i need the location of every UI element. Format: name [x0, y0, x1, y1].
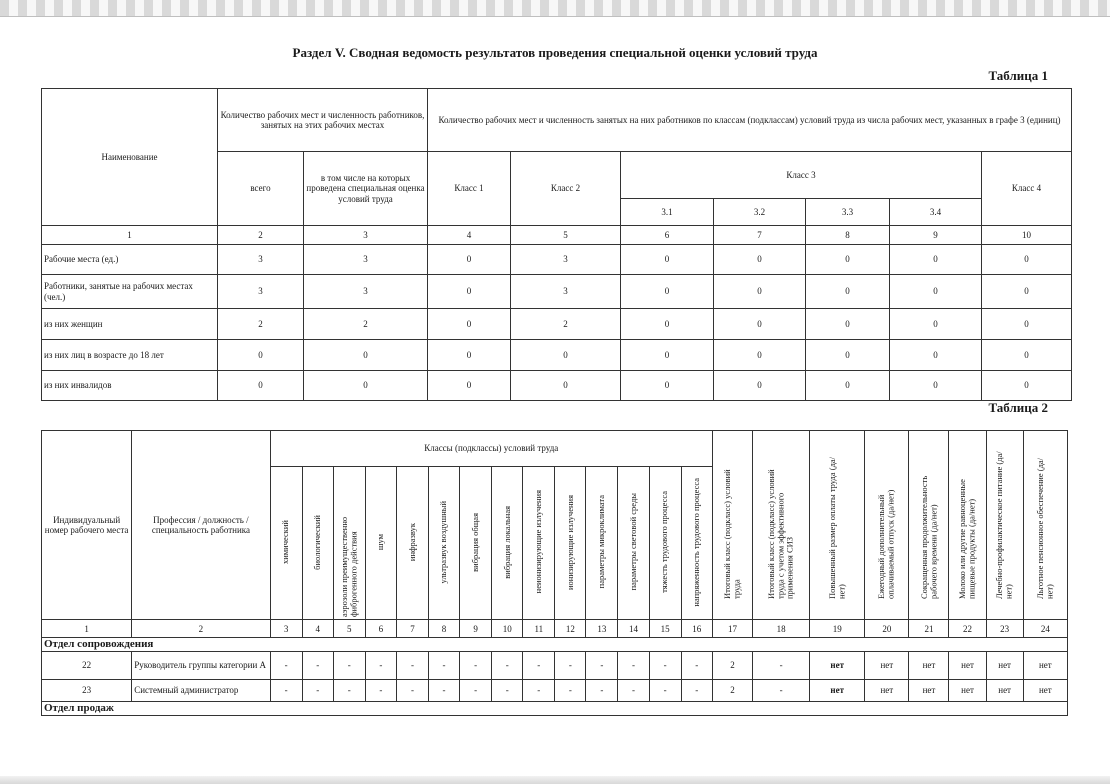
- t2-num: 11: [523, 620, 555, 638]
- t1-sub: 3.3: [806, 199, 890, 226]
- t2-factor: тяжесть трудового процесса: [659, 491, 670, 593]
- guarantee: нет: [949, 651, 986, 679]
- t2-num: 4: [302, 620, 333, 638]
- cell: 0: [714, 275, 806, 309]
- summary-table: [41, 88, 1072, 401]
- t2-head-extra: Итоговый класс (подкласс) условий труда с учетом эффективного применения СИЗ: [766, 469, 795, 599]
- t2-num: 22: [949, 620, 986, 638]
- cell: 0: [218, 371, 304, 401]
- table-row: [42, 679, 1068, 701]
- t2-factor: инфразвук: [406, 522, 417, 562]
- cell: 0: [621, 275, 714, 309]
- t2-num: 21: [909, 620, 949, 638]
- guarantee: нет: [1023, 651, 1067, 679]
- cell: -: [492, 679, 523, 701]
- cell: 0: [890, 309, 982, 340]
- cell: 3: [304, 275, 428, 309]
- t2-factor: химический: [280, 520, 291, 564]
- t1-class4: Класс 4: [982, 152, 1072, 226]
- t2-num: 12: [555, 620, 586, 638]
- guarantee: нет: [1023, 679, 1067, 701]
- final-class: 2: [712, 679, 752, 701]
- t2-factor: напряженность трудового процесса: [691, 477, 702, 607]
- t2-head-extra: Льготное пенсионное обеспечение (да/нет): [1034, 457, 1055, 599]
- workplace-id: 23: [42, 679, 132, 701]
- page-edge: [0, 776, 1110, 784]
- guarantee: нет: [909, 651, 949, 679]
- row-label: Рабочие места (ед.): [42, 245, 218, 275]
- cell: -: [333, 679, 365, 701]
- t1-num: 2: [218, 226, 304, 245]
- t2-factor: параметры микроклимата: [596, 495, 607, 589]
- t1-num: 6: [621, 226, 714, 245]
- t1-num: 5: [511, 226, 621, 245]
- cell: 0: [714, 309, 806, 340]
- cell: 0: [982, 245, 1072, 275]
- t2-head-extra: Итоговый класс (подкласс) условий труда: [722, 469, 742, 599]
- cell: 0: [806, 340, 890, 371]
- cell: -: [649, 651, 681, 679]
- guarantee: нет: [986, 651, 1023, 679]
- t1-head-total: всего: [218, 152, 304, 226]
- t2-factor: вибрация локальная: [501, 505, 512, 579]
- cell: 0: [621, 340, 714, 371]
- t1-head-group1: Количество рабочих мест и численность работников, занятых на этих рабочих местах: [218, 89, 428, 152]
- workplace-table: [41, 430, 1068, 716]
- cell: 0: [428, 371, 511, 401]
- t2-factor: ионизирующие излучения: [564, 494, 575, 590]
- cell: -: [492, 651, 523, 679]
- profession: Руководитель группы категории А: [132, 651, 270, 679]
- t2-num: 24: [1023, 620, 1067, 638]
- t1-num: 9: [890, 226, 982, 245]
- t1-num: 1: [42, 226, 218, 245]
- t2-num: 8: [429, 620, 460, 638]
- t2-num: 9: [460, 620, 492, 638]
- cell: 0: [714, 245, 806, 275]
- cell: -: [365, 679, 396, 701]
- cell: 0: [511, 371, 621, 401]
- t1-sub: 3.1: [621, 199, 714, 226]
- t1-num: 8: [806, 226, 890, 245]
- cell: 0: [806, 275, 890, 309]
- row-label: Работники, занятые на рабочих местах (чел.): [42, 275, 218, 309]
- cell: 0: [806, 371, 890, 401]
- cell: 0: [714, 371, 806, 401]
- cell: -: [649, 679, 681, 701]
- row-label: из них лиц в возрасте до 18 лет: [42, 340, 218, 371]
- cell: 0: [621, 371, 714, 401]
- page-title: Раздел V. Сводная ведомость результатов проведения специальной оценки условий труда: [292, 45, 818, 60]
- t1-class1: Класс 1: [428, 152, 511, 226]
- cell: 2: [304, 309, 428, 340]
- guarantee: нет: [810, 651, 865, 679]
- t2-factor: вибрация общая: [469, 512, 480, 572]
- workplace-id: 22: [42, 651, 132, 679]
- t2-factor: биологический: [312, 514, 323, 570]
- cell: 0: [890, 340, 982, 371]
- final-class-siz: -: [753, 679, 810, 701]
- t2-num: 3: [270, 620, 302, 638]
- cell: 0: [982, 275, 1072, 309]
- cell: 2: [218, 309, 304, 340]
- t2-num: 15: [649, 620, 681, 638]
- table-row: [42, 309, 1072, 340]
- t1-num: 4: [428, 226, 511, 245]
- final-class-siz: -: [753, 651, 810, 679]
- t1-num: 3: [304, 226, 428, 245]
- cell: 0: [806, 245, 890, 275]
- cell: 0: [982, 371, 1072, 401]
- t2-head-extra: Лечебно-профилактическое питание (да/нет): [994, 451, 1014, 599]
- t2-head-extra: Молоко или другие равноценные пищевые продукты (да/нет): [957, 479, 977, 599]
- cell: -: [523, 651, 555, 679]
- cell: -: [302, 679, 333, 701]
- cell: -: [429, 651, 460, 679]
- cell: 0: [890, 275, 982, 309]
- t2-factor: аэрозоли преимущественно фиброгенного действия: [338, 516, 359, 617]
- guarantee: нет: [909, 679, 949, 701]
- t2-num: 20: [865, 620, 909, 638]
- t2-num: 18: [753, 620, 810, 638]
- t2-head-extra: Ежегодный дополнительный оплачиваемый отпуск (да/нет): [876, 489, 896, 599]
- t2-num: 5: [333, 620, 365, 638]
- cell: 0: [511, 340, 621, 371]
- t2-factor: неионизирующие излучения: [533, 490, 544, 594]
- t1-class2: Класс 2: [511, 152, 621, 226]
- guarantee: нет: [865, 679, 909, 701]
- t2-num: 17: [712, 620, 752, 638]
- cell: 0: [714, 340, 806, 371]
- cell: -: [555, 651, 586, 679]
- cell: -: [429, 679, 460, 701]
- cell: -: [681, 651, 712, 679]
- profession: Системный администратор: [132, 679, 270, 701]
- row-label: из них женщин: [42, 309, 218, 340]
- cell: -: [270, 679, 302, 701]
- t2-head-extra: Сокращенная продолжительность рабочего времени (да/нет): [918, 475, 938, 599]
- cell: -: [618, 651, 649, 679]
- t1-sub: 3.2: [714, 199, 806, 226]
- t2-factor: параметры световой среды: [627, 493, 638, 591]
- guarantee: нет: [810, 679, 865, 701]
- table-row: [42, 340, 1072, 371]
- cell: -: [523, 679, 555, 701]
- t2-num: 2: [132, 620, 270, 638]
- cell: -: [586, 651, 618, 679]
- t1-sub: 3.4: [890, 199, 982, 226]
- cell: 3: [218, 245, 304, 275]
- cell: 0: [982, 340, 1072, 371]
- cell: -: [270, 651, 302, 679]
- t1-head-sout: в том числе на которых проведена специальная оценка условий труда: [304, 152, 428, 226]
- cell: 0: [428, 340, 511, 371]
- cell: 0: [428, 245, 511, 275]
- guarantee: нет: [865, 651, 909, 679]
- t2-num: 16: [681, 620, 712, 638]
- t2-num: 14: [618, 620, 649, 638]
- guarantee: нет: [986, 679, 1023, 701]
- cell: 3: [511, 245, 621, 275]
- cell: -: [396, 679, 428, 701]
- t2-num: 23: [986, 620, 1023, 638]
- cell: -: [586, 679, 618, 701]
- cell: -: [302, 651, 333, 679]
- table-row: [42, 245, 1072, 275]
- cell: 0: [621, 309, 714, 340]
- cell: 0: [621, 245, 714, 275]
- table2-caption: Таблица 2: [988, 400, 1048, 415]
- cell: -: [555, 679, 586, 701]
- cell: -: [365, 651, 396, 679]
- cell: 3: [511, 275, 621, 309]
- table-row: [42, 275, 1072, 309]
- final-class: 2: [712, 651, 752, 679]
- t2-head-classes: Классы (подклассы) условий труда: [270, 431, 712, 467]
- cell: 0: [890, 245, 982, 275]
- cell: 3: [218, 275, 304, 309]
- cell: 0: [304, 371, 428, 401]
- t1-num: 7: [714, 226, 806, 245]
- cell: -: [333, 651, 365, 679]
- cell: 2: [511, 309, 621, 340]
- cell: 3: [304, 245, 428, 275]
- cell: -: [396, 651, 428, 679]
- cell: 0: [982, 309, 1072, 340]
- t2-factor: ультразвук воздушный: [438, 500, 449, 584]
- t2-num: 10: [492, 620, 523, 638]
- section-header: Отдел сопровождения: [42, 638, 1068, 652]
- t2-num: 19: [810, 620, 865, 638]
- cell: 0: [304, 340, 428, 371]
- t2-head-extra: Повышенный размер оплаты труда (да/нет): [826, 456, 847, 599]
- guarantee: нет: [949, 679, 986, 701]
- cell: -: [681, 679, 712, 701]
- row-label: из них инвалидов: [42, 371, 218, 401]
- cell: -: [460, 651, 492, 679]
- t2-head-prof: Профессия / должность / специальность работника: [132, 431, 270, 620]
- cell: 0: [218, 340, 304, 371]
- t1-class3: Класс 3: [621, 152, 982, 199]
- cell: 0: [806, 309, 890, 340]
- t1-num: 10: [982, 226, 1072, 245]
- t1-head-group2: Количество рабочих мест и численность занятых на них работников по классам (подклассам) условий труда из числа рабочих мест, указанных в графе 3 (единиц): [428, 89, 1072, 152]
- table1-caption: Таблица 1: [988, 68, 1048, 83]
- binder-holes: [0, 0, 1110, 17]
- t2-num: 7: [396, 620, 428, 638]
- t2-num: 6: [365, 620, 396, 638]
- cell: 0: [890, 371, 982, 401]
- cell: 0: [428, 275, 511, 309]
- cell: -: [460, 679, 492, 701]
- table-row: [42, 651, 1068, 679]
- t2-factor: шум: [375, 533, 386, 551]
- section-header: Отдел продаж: [42, 701, 1068, 715]
- t2-head-id: Индивидуальный номер рабочего места: [42, 431, 132, 620]
- cell: 0: [428, 309, 511, 340]
- cell: -: [618, 679, 649, 701]
- table-row: [42, 371, 1072, 401]
- t1-head-name: Наименование: [42, 89, 218, 226]
- t2-num: 1: [42, 620, 132, 638]
- t2-num: 13: [586, 620, 618, 638]
